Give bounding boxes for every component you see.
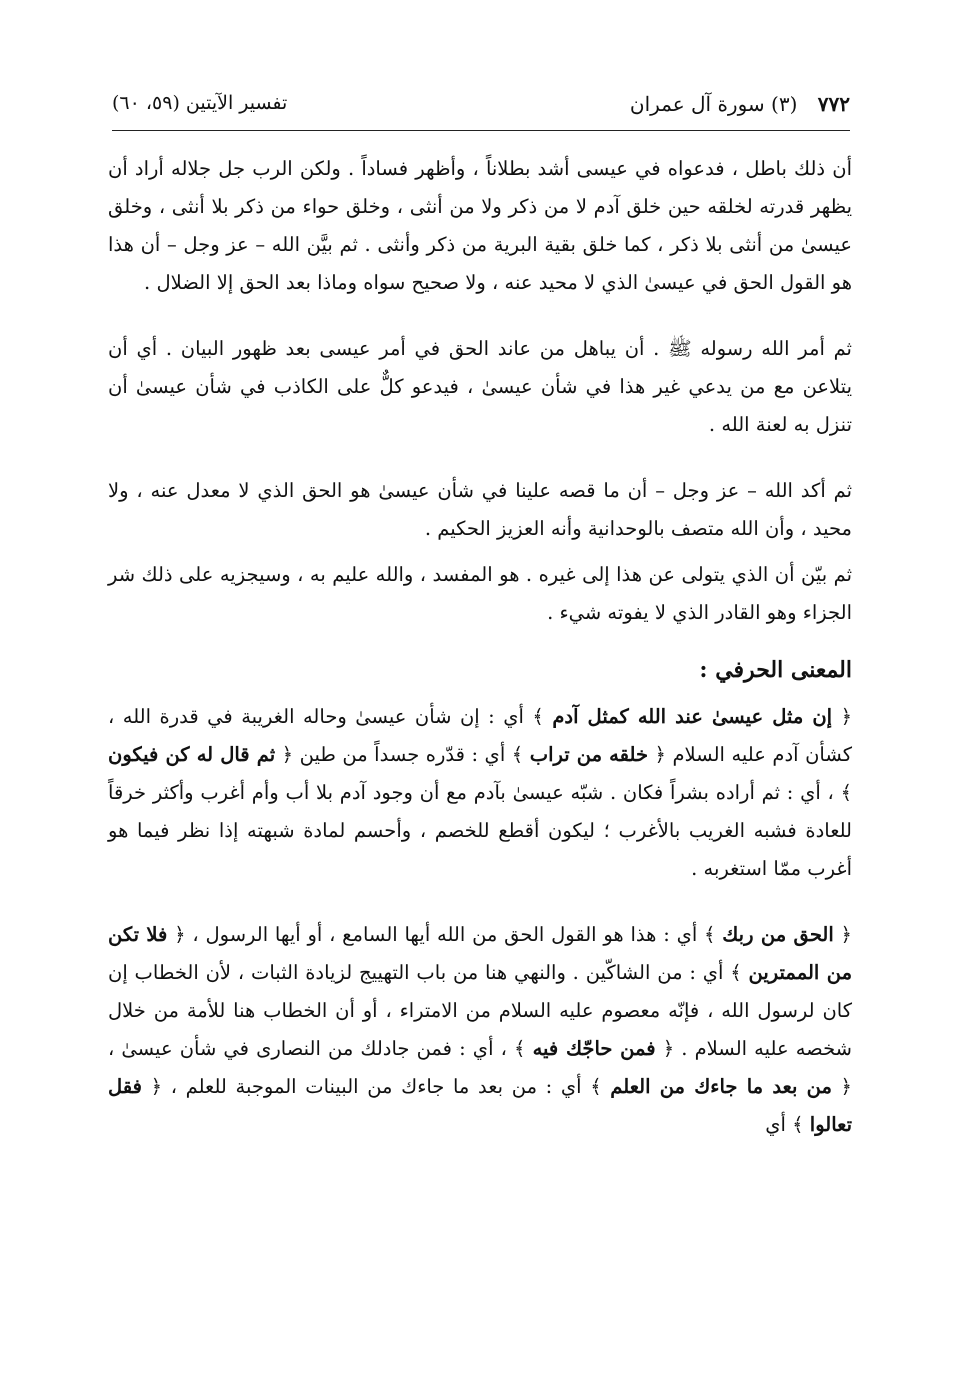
verse-quote: فقل تعالوا <box>108 1075 852 1136</box>
commentary-text: أي <box>765 1113 786 1136</box>
quran-bracket-open: ﴿ <box>840 705 853 728</box>
commentary-text: أي : إن شأن عيسىٰ وحاله الغريبة في قدرة الله ، كشأن آدم عليه السلام <box>108 705 853 766</box>
paragraph-2: ثم أمر الله رسوله ﷺ . أن يباهل من عاند الحق في أمر عيسى بعد ظهور البيان . أي أن يتلاعن مع من يدعي غير هذا في شأن عيسىٰ ، فيدعو كلٌّ على الكاذب في شأن عيسىٰ أن تنزل به لعنة الله . <box>108 337 852 436</box>
paragraph-3: ثم أكد الله – عز وجل – أن ما قصه علينا في شأن عيسىٰ هو الحق الذي لا معدل عنه ، ولا محيد ، وأن الله متصف بالوحدانية وأنه العزيز الحكيم . <box>108 479 852 540</box>
surah-name: (٣) سورة آل عمران <box>629 92 798 116</box>
paragraph-1: أن ذلك باطل ، فدعواه في عيسى أشد بطلاناً ، وأظهر فساداً . ولكن الرب جل جلاله أراد أن يظهر قدرته لخلقه حين خلق آدم لا من ذكر ولا من أنثى ، وخلق حواء من ذكر بلا أنثى ، وخلق عيسىٰ من أنثى بلا ذكر ، كما خلق بقية البرية من ذكر وأنثى . ثم بيَّن الله – عز وجل – أن هذا هو القول الحق في عيسىٰ الذي لا محيد عنه ، ولا صحيح سواه وماذا بعد الحق إلا الضلال . <box>108 157 852 294</box>
header-right <box>630 92 850 116</box>
literal-meaning-paragraph-2 <box>108 916 852 1144</box>
quran-bracket-open: ﴿ <box>840 923 852 946</box>
section-heading: المعنى الحرفي : <box>699 657 852 683</box>
quran-bracket-close: ﴾ <box>840 781 852 804</box>
page-body <box>108 150 852 1144</box>
quran-bracket-open: ﴿ <box>281 743 294 766</box>
literal-meaning-paragraph-1 <box>108 698 852 888</box>
quran-bracket-open: ﴿ <box>174 923 186 946</box>
verse-quote: إن مثل عيسىٰ عند الله كمثل آدم <box>552 705 833 728</box>
verse-quote: فمن حاجّك فيه <box>532 1037 656 1060</box>
quran-bracket-close: ﴾ <box>704 923 716 946</box>
quran-bracket-open: ﴿ <box>654 743 666 766</box>
quran-bracket-close: ﴾ <box>792 1113 804 1136</box>
verse-quote: الحق من ربك <box>722 923 834 946</box>
quran-bracket-close: ﴾ <box>511 743 524 766</box>
quran-bracket-close: ﴾ <box>532 705 544 728</box>
section-title: تفسير الآيتين (٥٩، ٦٠) <box>112 92 288 114</box>
commentary-text: ، أي : فمن جادلك من النصارى في شأن عيسىٰ ، <box>108 1037 507 1060</box>
commentary-text: أي : هذا هو القول الحق من الله أيها السامع ، أو أيها الرسول ، <box>192 923 698 946</box>
verse-quote: من بعد ما جاءك من العلم <box>610 1075 832 1098</box>
quran-bracket-open: ﴿ <box>662 1037 675 1060</box>
quran-bracket-open: ﴿ <box>840 1075 852 1098</box>
commentary-text: ، أي : ثم أراده بشراً فكان . شبّه عيسىٰ بآدم مع أن وجود آدم بلا أب وأم أغرب وأكثر خرقاً للعادة فشبه الغريب بالأغرب ؛ ليكون أقطع للخصم ، وأحسم لمادة شبهته إذا نظر فيما هو أغرب ممّا استغربه . <box>108 781 852 880</box>
page-number: ٧٧٢ <box>817 92 850 116</box>
verse-quote: فلا تكن من الممترين <box>108 923 853 984</box>
page-header <box>112 88 850 128</box>
commentary-text: أي : من الشاكّين . والنهي هنا من باب التهييج لزيادة الثبات ، لأن الخطاب إن كان لرسول الله ، فإنّه معصوم عليه السلام من الامتراء ، أو أن الخطاب هنا للأمة من خلال شخصه عليه السلام . <box>108 961 853 1060</box>
paragraph-4: ثم بيّن أن الذي يتولى عن هذا إلى غيره . هو المفسد ، والله عليم به ، وسيجزيه على ذلك شر الجزاء وهو القادر الذي لا يفوته شيء . <box>108 563 852 624</box>
verse-quote: خلقه من تراب <box>529 743 648 766</box>
quran-bracket-open: ﴿ <box>150 1075 163 1098</box>
quran-bracket-close: ﴾ <box>514 1037 526 1060</box>
quran-bracket-close: ﴾ <box>730 961 742 984</box>
header-divider <box>112 130 850 131</box>
verse-quote: ثم قال له كن فيكون <box>108 743 276 766</box>
commentary-text: أي : قدّره جسداً من طين <box>299 743 506 766</box>
commentary-text: أي : من بعد ما جاءك من البينات الموجبة للعلم ، <box>170 1075 582 1098</box>
quran-bracket-close: ﴾ <box>590 1075 602 1098</box>
